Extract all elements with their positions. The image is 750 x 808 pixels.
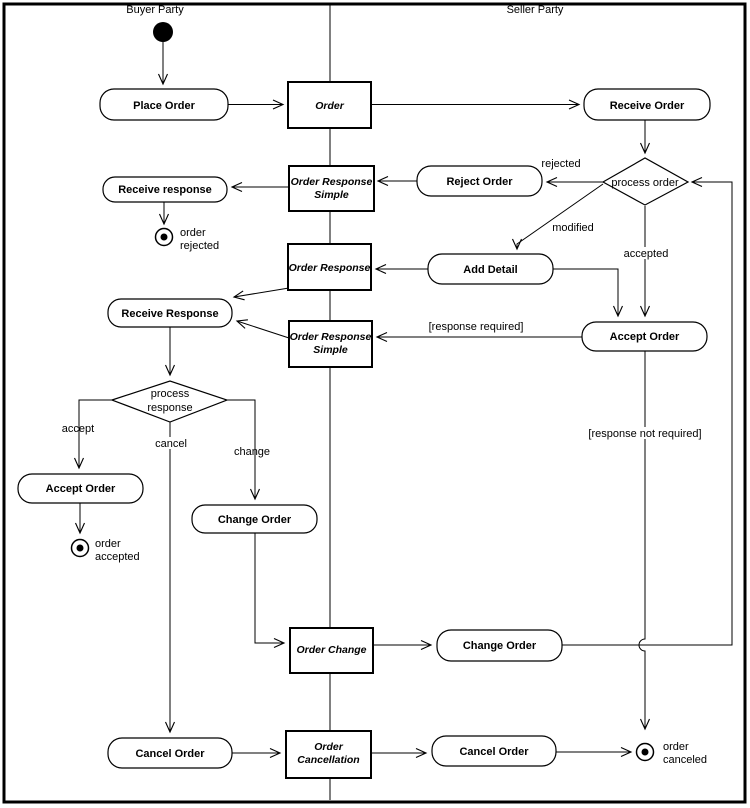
decision-process-response (112, 381, 227, 422)
end-label-line1: order (663, 741, 689, 753)
edge-label-change: change (233, 446, 271, 458)
activity-receive-order (584, 89, 710, 120)
activity-receive-response (108, 299, 232, 327)
object-node-order-response-simple-top (289, 166, 374, 211)
edge-label-cancel: cancel (155, 438, 187, 450)
end-label-line1: order (95, 538, 121, 550)
object-label-order: Order (315, 100, 344, 112)
end-label-line2: rejected (180, 240, 220, 252)
object-label-line2: Simple (313, 344, 348, 356)
object-label-line1: Order Response (290, 176, 373, 188)
diagram-border (4, 4, 745, 802)
activity-label: Change Order (217, 514, 292, 526)
object-node-order-change (290, 628, 373, 673)
activity-label: Cancel Order (459, 746, 529, 758)
activity-label: Accept Order (609, 331, 680, 343)
activity-label: Reject Order (446, 176, 513, 188)
edge-label-rejected: rejected (541, 158, 581, 170)
decision-label-line1: process (150, 388, 190, 400)
object-node-order-response (288, 244, 371, 290)
activity-label: Cancel Order (135, 748, 205, 760)
edge-label-accept: accept (61, 423, 95, 435)
activity-accept-order-buyer (18, 474, 143, 503)
object-node-order (288, 82, 371, 128)
activity-accept-order-seller (582, 322, 707, 351)
object-node-order-cancellation (286, 731, 371, 778)
end-node-order-rejected (156, 227, 220, 252)
edge-add-detail-to-accept-order (553, 269, 618, 316)
object-label-order-change: Order Change (296, 644, 367, 656)
end-label-line1: order (180, 227, 206, 239)
edge-label-response-not-required: [response not required] (588, 428, 702, 440)
end-label-line2: canceled (663, 754, 708, 766)
activity-label: Accept Order (45, 483, 116, 495)
activity-cancel-order-seller (432, 736, 556, 766)
end-label-line2: accepted (95, 551, 140, 563)
edge-accept-order-to-end-canceled (639, 351, 645, 729)
activity-label: Receive Response (121, 308, 219, 320)
object-label-line2: Simple (314, 189, 349, 201)
lane-title-buyer: Buyer Party (126, 4, 184, 16)
end-node-order-accepted (72, 538, 140, 563)
object-label-order-response: Order Response (288, 262, 371, 274)
object-label-line1: Order Response (289, 331, 372, 343)
activity-label: Receive response (118, 184, 212, 196)
object-node-order-response-simple (289, 321, 372, 367)
activity-label: Receive Order (609, 100, 685, 112)
activity-label: Place Order (133, 100, 195, 112)
activity-place-order (100, 89, 228, 120)
lane-title-seller: Seller Party (506, 4, 564, 16)
activity-label: Change Order (462, 640, 537, 652)
object-label-line1: Order (314, 741, 343, 753)
start-node (153, 22, 173, 42)
activity-cancel-order-buyer (108, 738, 232, 768)
edge-label-modified: modified (552, 222, 594, 234)
end-node-order-canceled (637, 741, 708, 766)
activity-change-order-buyer (192, 505, 317, 533)
decision-process-order (603, 158, 688, 205)
activity-receive-response-top (103, 177, 227, 202)
edge-ors-to-receive-response (237, 321, 289, 338)
decision-label-line2: response (147, 402, 193, 414)
edge-label-accepted: accepted (623, 248, 669, 260)
decision-label: process order (611, 177, 679, 189)
activity-change-order-seller (437, 630, 562, 661)
edge-label-response-required: [response required] (428, 321, 524, 333)
activity-add-detail (428, 254, 553, 284)
object-label-line2: Cancellation (297, 754, 360, 766)
activity-reject-order (417, 166, 542, 196)
edge-order-response-to-receive-response (234, 288, 289, 297)
edge-change-order-buyer-to-order-change (255, 533, 284, 643)
activity-label: Add Detail (463, 264, 518, 276)
